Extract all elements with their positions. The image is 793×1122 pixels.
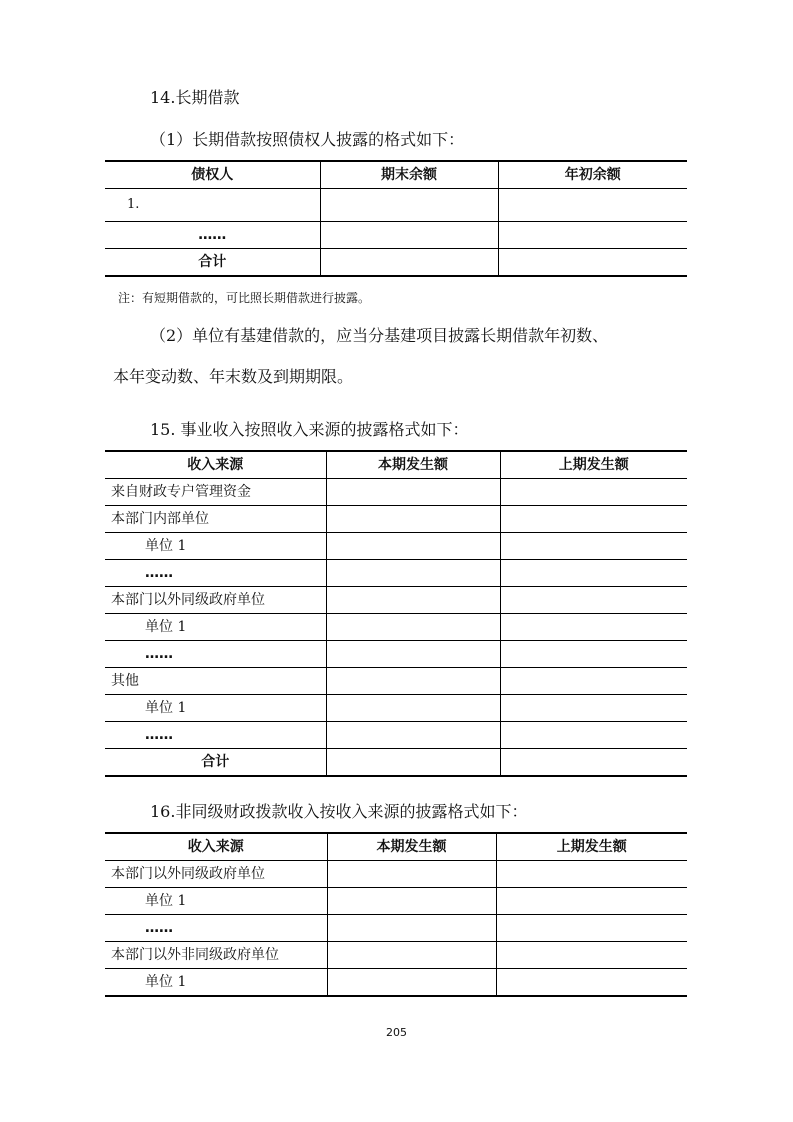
- table-cell: [498, 249, 687, 277]
- header-current-period: 本期发生额: [327, 833, 496, 861]
- row-label: 单位 1: [105, 695, 326, 722]
- section-14-sub2-line2: 本年变动数、年末数及到期期限。: [113, 367, 354, 386]
- row-label: ……: [105, 222, 320, 249]
- table-cell: [500, 587, 687, 614]
- long-term-loan-table: [105, 160, 687, 277]
- row-label: 本部门以外同级政府单位: [105, 861, 327, 888]
- table-cell: [326, 479, 500, 506]
- table-row: [105, 888, 687, 915]
- table-cell: [327, 888, 496, 915]
- header-income-source: 收入来源: [105, 451, 326, 479]
- table-row: [105, 695, 687, 722]
- table-row: [105, 915, 687, 942]
- table-cell: [326, 749, 500, 777]
- table-cell: [327, 969, 496, 997]
- table-cell: [500, 560, 687, 587]
- table-header-row: [105, 451, 687, 479]
- header-current-period: 本期发生额: [326, 451, 500, 479]
- table-cell: [326, 668, 500, 695]
- header-opening-balance: 年初余额: [498, 161, 687, 189]
- table-row: [105, 749, 687, 777]
- table-cell: [320, 189, 498, 222]
- table-row: [105, 506, 687, 533]
- table-row: [105, 560, 687, 587]
- table-row: [105, 722, 687, 749]
- table-cell: [496, 861, 687, 888]
- table-row: [105, 641, 687, 668]
- table-row: [105, 861, 687, 888]
- row-label: 单位 1: [105, 533, 326, 560]
- row-label-total: 合计: [105, 249, 320, 277]
- non-same-level-income-table: [105, 832, 687, 997]
- table-cell: [326, 614, 500, 641]
- table-row: [105, 189, 687, 222]
- table-cell: [500, 479, 687, 506]
- table-header-row: [105, 161, 687, 189]
- row-label: ……: [105, 641, 326, 668]
- table-row: [105, 222, 687, 249]
- table-cell: [327, 942, 496, 969]
- header-prior-period: 上期发生额: [500, 451, 687, 479]
- section-15-heading: 15. 事业收入按照收入来源的披露格式如下：: [150, 420, 469, 439]
- page-number: 205: [386, 1026, 407, 1039]
- row-label: ……: [105, 915, 327, 942]
- section-14-note: 注：有短期借款的，可比照长期借款进行披露。: [118, 291, 371, 305]
- row-label: 单位 1: [105, 614, 326, 641]
- table-cell: [500, 614, 687, 641]
- row-label: 来自财政专户管理资金: [105, 479, 326, 506]
- table-cell: [326, 695, 500, 722]
- table-cell: [320, 222, 498, 249]
- section-14-sub1: （1）长期借款按照债权人披露的格式如下：: [150, 130, 465, 149]
- row-label: 本部门以外同级政府单位: [105, 587, 326, 614]
- table-row: [105, 587, 687, 614]
- table-cell: [500, 641, 687, 668]
- row-label: ……: [105, 560, 326, 587]
- section-14-heading: 14.长期借款: [150, 88, 240, 107]
- table-row: [105, 942, 687, 969]
- table-row: [105, 533, 687, 560]
- row-label-total: 合计: [105, 749, 326, 777]
- table-cell: [500, 749, 687, 777]
- table-cell: [500, 668, 687, 695]
- table-row: [105, 479, 687, 506]
- row-label: 其他: [105, 668, 326, 695]
- table-cell: [498, 222, 687, 249]
- table-cell: [496, 969, 687, 997]
- table-cell: [500, 722, 687, 749]
- row-label: 本部门以外非同级政府单位: [105, 942, 327, 969]
- row-label: ……: [105, 722, 326, 749]
- table-cell: [498, 189, 687, 222]
- table-cell: [500, 506, 687, 533]
- table-row: [105, 614, 687, 641]
- section-16-heading: 16.非同级财政拨款收入按收入来源的披露格式如下：: [150, 802, 528, 821]
- section-14-sub2-line1: （2）单位有基建借款的，应当分基建项目披露长期借款年初数、: [150, 326, 609, 345]
- row-label: 本部门内部单位: [105, 506, 326, 533]
- header-income-source: 收入来源: [105, 833, 327, 861]
- row-label: 单位 1: [105, 888, 327, 915]
- row-label: 1.: [105, 189, 320, 222]
- table-cell: [496, 915, 687, 942]
- table-cell: [320, 249, 498, 277]
- table-cell: [496, 888, 687, 915]
- header-ending-balance: 期末余额: [320, 161, 498, 189]
- header-creditor: 债权人: [105, 161, 320, 189]
- table-cell: [326, 533, 500, 560]
- table-cell: [327, 861, 496, 888]
- table-cell: [326, 560, 500, 587]
- table-cell: [496, 942, 687, 969]
- table-row: [105, 969, 687, 997]
- header-prior-period: 上期发生额: [496, 833, 687, 861]
- table-row: [105, 668, 687, 695]
- table-cell: [326, 641, 500, 668]
- table-cell: [327, 915, 496, 942]
- table-cell: [326, 722, 500, 749]
- table-header-row: [105, 833, 687, 861]
- table-cell: [500, 695, 687, 722]
- table-row: [105, 249, 687, 277]
- table-cell: [326, 506, 500, 533]
- business-income-table: [105, 450, 687, 777]
- table-cell: [326, 587, 500, 614]
- row-label: 单位 1: [105, 969, 327, 997]
- table-cell: [500, 533, 687, 560]
